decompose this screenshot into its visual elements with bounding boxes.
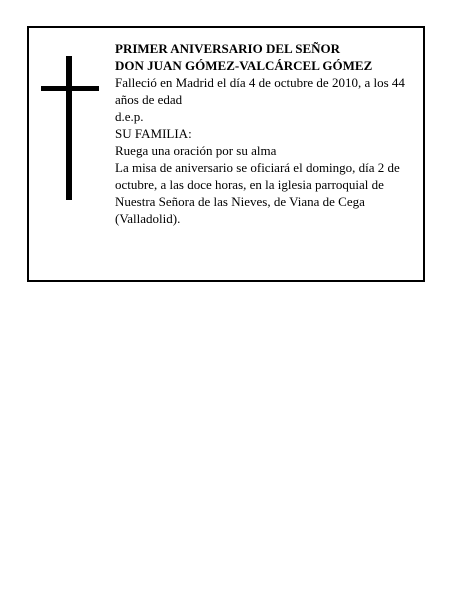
death-info: Falleció en Madrid el día 4 de octubre de 2010, a los 44 años de edad (115, 75, 405, 107)
rip-text: d.e.p. (115, 109, 144, 124)
obituary-notice (27, 26, 425, 282)
mass-info: La misa de aniversario se oficiará el domingo, día 2 de octubre, a las doce horas, en la iglesia parroquial de Nuestra Señora de las Nieves, de Viana de Cega (Valladolid). (115, 160, 400, 226)
cross-icon (41, 56, 99, 200)
notice-text (115, 40, 421, 227)
prayer-text: Ruega una oración por su alma (115, 143, 277, 158)
heading-line-1: PRIMER ANIVERSARIO DEL SEÑOR (115, 41, 341, 56)
family-label: SU FAMILIA: (115, 126, 192, 141)
cross-horizontal-bar (41, 86, 99, 91)
cross-vertical-bar (66, 56, 72, 200)
heading-line-2: DON JUAN GÓMEZ-VALCÁRCEL GÓMEZ (115, 58, 373, 73)
